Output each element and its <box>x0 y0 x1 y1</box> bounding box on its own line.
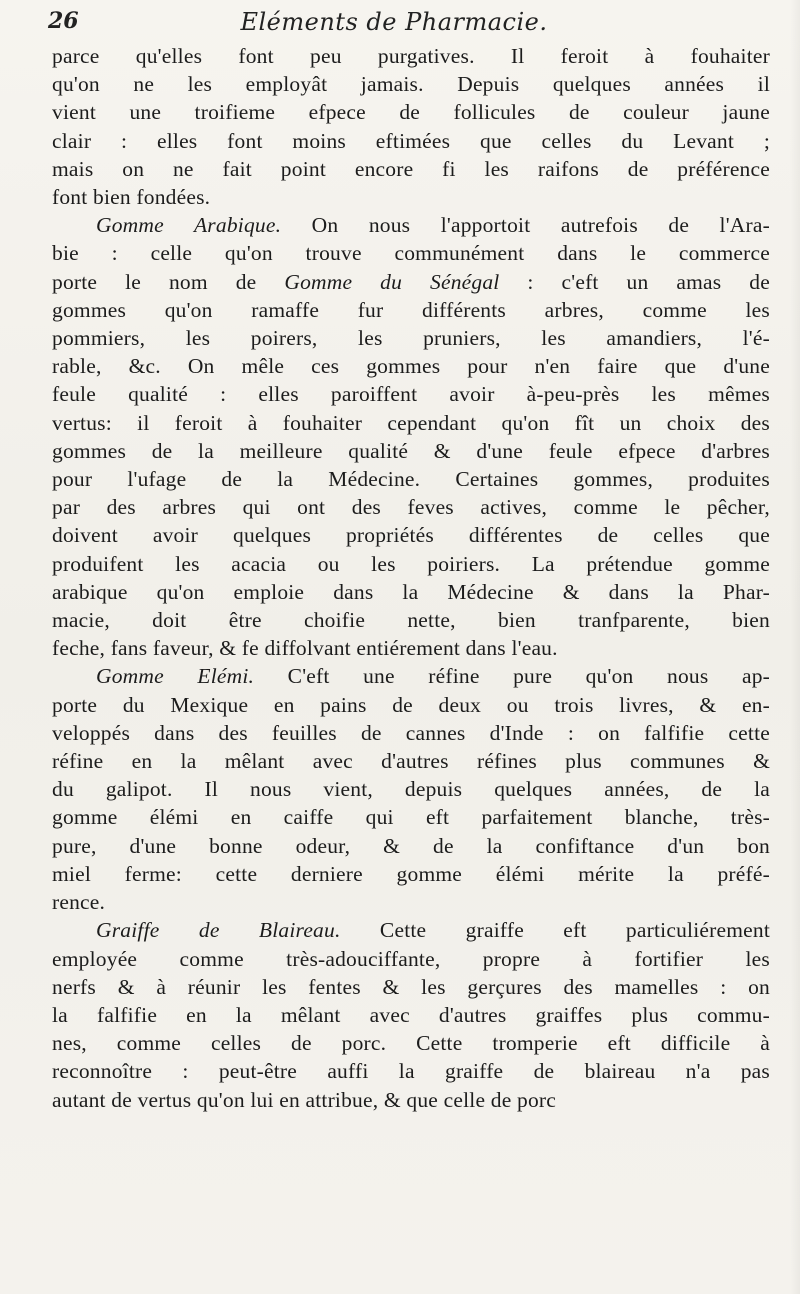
text-line: rence. <box>52 890 106 915</box>
text-line: miel ferme: cette derniere gomme élémi mérite la préfé- <box>52 861 770 886</box>
text-line: pure, d'une bonne odeur, & de la confiftance d'un bon <box>52 833 770 858</box>
text-line: vient une troifieme efpece de follicules de couleur jaune <box>52 100 770 125</box>
text-line: reconnoître : peut-être auffi la graiffe de blaireau n'a pas <box>52 1059 770 1084</box>
text-line: nerfs & à réunir les fentes & les gerçures des mamelles : on <box>52 974 770 999</box>
text-line: feule qualité : elles paroiffent avoir à-peu-près les mêmes <box>52 382 770 407</box>
text-line: du galipot. Il nous vient, depuis quelques années, de la <box>52 777 770 802</box>
entry-term-gomme-arabique: Gomme Arabique. <box>96 213 282 238</box>
text-line: gomme élémi en caiffe qui eft parfaitement blanche, très- <box>52 805 770 830</box>
entry-term-gomme-elemi: Gomme Elémi. <box>96 664 255 689</box>
text-line <box>52 268 770 296</box>
text-line: feche, fans faveur, & fe diffolvant entiérement dans l'eau. <box>52 636 558 661</box>
text-line: pour l'ufage de la Médecine. Certaines gommes, produites <box>52 467 770 492</box>
text-line: macie, doit être choifie nette, bien tranfparente, bien <box>52 608 770 633</box>
text-line <box>52 211 770 239</box>
text-line: clair : elles font moins eftimées que celles du Levant ; <box>52 128 770 153</box>
text-line: pommiers, les poirers, les pruniers, les amandiers, l'é- <box>52 326 770 351</box>
text-line: la falfifie en la mêlant avec d'autres graiffes plus commu- <box>52 1002 770 1027</box>
text-fragment: On nous l'apportoit autrefois de l'Ara- <box>281 213 770 238</box>
text-line: gommes de la meilleure qualité & d'une feule efpece d'arbres <box>52 438 770 463</box>
text-line: font bien fondées. <box>52 185 211 210</box>
page-edge-shadow <box>790 0 800 1294</box>
text-line: porte du Mexique en pains de deux ou trois livres, & en- <box>52 692 770 717</box>
entry-term-graisse-de-blaireau: Graiffe de Blaireau. <box>96 918 341 943</box>
text-line <box>52 916 770 944</box>
text-line <box>52 662 770 690</box>
text-line: arabique qu'on emploie dans la Médecine & dans la Phar- <box>52 579 770 604</box>
text-line: vertus: il feroit à fouhaiter cependant qu'on fît un choix des <box>52 410 770 435</box>
text-line: veloppés dans des feuilles de cannes d'Inde : on falfifie cette <box>52 720 770 745</box>
page-header <box>48 8 740 38</box>
page-number: 26 <box>48 8 79 34</box>
text-line: réfine en la mêlant avec d'autres réfines plus communes & <box>52 749 770 774</box>
text-fragment: : c'eft un amas de <box>499 269 770 294</box>
inline-term-gomme-du-senegal: Gomme du Sénégal <box>284 269 500 294</box>
text-line: nes, comme celles de porc. Cette tromperie eft difficile à <box>52 1031 770 1056</box>
text-line: doivent avoir quelques propriétés différentes de celles que <box>52 523 770 548</box>
text-line: qu'on ne les employât jamais. Depuis quelques années il <box>52 72 770 97</box>
text-line: employée comme très-adouciffante, propre à fortifier les <box>52 946 770 971</box>
text-fragment: C'eft une réfine pure qu'on nous ap- <box>254 664 771 689</box>
text-fragment: Cette graiffe eft particuliérement <box>340 918 771 943</box>
body-text <box>52 42 770 1114</box>
text-line: par des arbres qui ont des feves actives, comme le pêcher, <box>52 495 770 520</box>
text-line: rable, &c. On mêle ces gommes pour n'en faire que d'une <box>52 354 770 379</box>
text-line: bie : celle qu'on trouve communément dans le commerce <box>52 241 770 266</box>
text-line: parce qu'elles font peu purgatives. Il feroit à fouhaiter <box>52 44 770 68</box>
text-fragment: porte le nom de <box>52 269 285 294</box>
text-line: autant de vertus qu'on lui en attribue, & que celle de porc <box>52 1087 557 1112</box>
text-line: gommes qu'on ramaffe fur différents arbres, comme les <box>52 297 770 322</box>
running-title: Eléments de Pharmacie. <box>240 8 548 36</box>
text-line: mais on ne fait point encore fi les raifons de préférence <box>52 156 770 181</box>
text-line: produifent les acacia ou les poiriers. La prétendue gomme <box>52 551 770 576</box>
